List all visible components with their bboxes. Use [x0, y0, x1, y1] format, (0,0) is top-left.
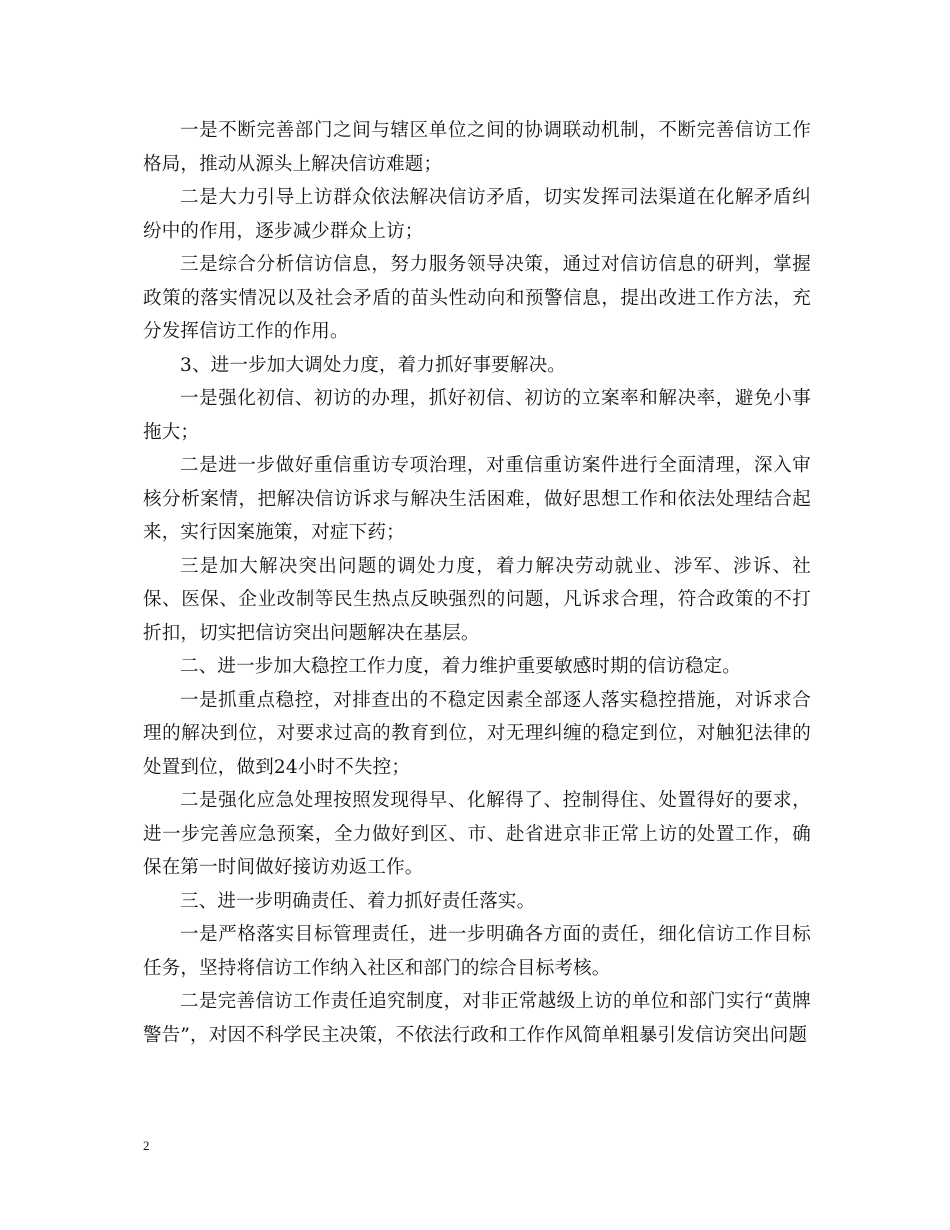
paragraph: 三、进一步明确责任、着力抓好责任落实。: [180, 890, 536, 912]
document-body: [143, 114, 811, 1052]
paragraph: 二、进一步加大稳控工作力度，着力维护重要敏感时期的信访稳定。: [180, 656, 742, 677]
paragraph: 二是完善信访工作责任追究制度，对非正常越级上访的单位和部门实行“黄牌警告”，对因不科学民主决策，不依法行政和工作作风简单粗暴引发信访突出问题: [143, 991, 811, 1046]
page-number: 2: [143, 1138, 150, 1153]
paragraph: 一是严格落实目标管理责任，进一步明确各方面的责任，细化信访工作目标任务，坚持将信访工作纳入社区和部门的综合目标考核。: [143, 924, 811, 979]
paragraph: 三是综合分析信访信息，努力服务领导决策，通过对信访信息的研判，掌握政策的落实情况以及社会矛盾的苗头性动向和预警信息，提出改进工作方法，充分发挥信访工作的作用。: [143, 254, 811, 342]
paragraph: 一是抓重点稳控，对排查出的不稳定因素全部逐人落实稳控措施，对诉求合理的解决到位，对要求过高的教育到位，对无理纠缠的稳定到位，对触犯法律的处置到位，做到24小时不失控；: [143, 689, 811, 778]
paragraph: 三是加大解决突出问题的调处力度，着力解决劳动就业、涉军、涉诉、社保、医保、企业改制等民生热点反映强烈的问题，凡诉求合理，符合政策的不打折扣，切实把信访突出问题解决在基层。: [143, 555, 811, 644]
paragraph: 二是大力引导上访群众依法解决信访矛盾，切实发挥司法渠道在化解矛盾纠纷中的作用，逐步减少群众上访；: [143, 187, 811, 242]
paragraph: 3、进一步加大调处力度，着力抓好事要解决。: [180, 354, 566, 376]
paragraph: 二是进一步做好重信重访专项治理，对重信重访案件进行全面清理，深入审核分析案情，把解决信访诉求与解决生活困难，做好思想工作和依法处理结合起来，实行因案施策，对症下药；: [143, 455, 811, 543]
paragraph: 一是强化初信、初访的办理，抓好初信、初访的立案率和解决率，避免小事拖大；: [143, 388, 811, 443]
paragraph: 一是不断完善部门之间与辖区单位之间的协调联动机制，不断完善信访工作格局，推动从源头上解决信访难题；: [143, 120, 811, 175]
paragraph: 二是强化应急处理按照发现得早、化解得了、控制得住、处置得好的要求，进一步完善应急预案，全力做好到区、市、赴省进京非正常上访的处置工作，确保在第一时间做好接访劝返工作。: [143, 790, 811, 878]
